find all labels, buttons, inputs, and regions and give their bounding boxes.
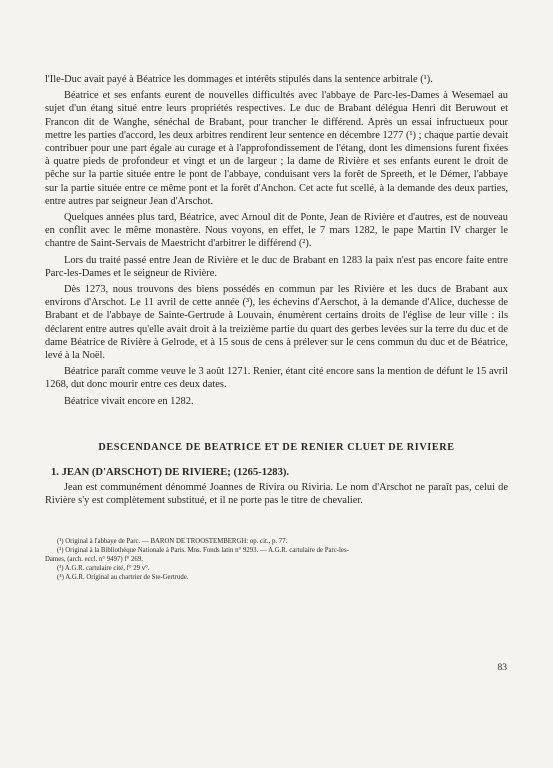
paragraph-2: Béatrice et ses enfants eurent de nouvelles difficultés avec l'abbaye de Parc-les-Dames à Wesemael au sujet d'un étang situé entre leurs propriétés respectives. Le duc de Brabant délégua Henri dit Beruwout et Francon dit de Wanghe, sénéchal de Brabant, pour trancher le différend. Après un essai infructueux pour mettre les parties d'accord, les deux arbitres rendirent leur sentence en décembre 1277 (¹) ; chaque partie devait contribuer pour une part égale au curage et à l'approfondissement de l'étang, dont les dimensions furent fixées à quatre pieds de profondeur et vingt et un de largeur ; la dame de Rivière et ses enfants eurent le droit de pêche sur la partie située entre le pont de l'abbaye, conduisant vers la forêt de Spreeth, et le Démer, l'abbaye sur la partie située entre ce même pont et la forêt d'Anchon. Cet acte fut scellé, à la demande des deux parties, entre autres par seigneur Jean d'Arschot.	[45, 90, 508, 207]
paragraph-7: Béatrice vivait encore en 1282.	[64, 395, 194, 407]
footnote: Dames, (arch. eccl. n° 9497) f° 269.	[45, 556, 143, 564]
footnote: (²) Original à la Bibliothèque Nationale à Paris. Mns. Fonds latin n° 9293. — A.G.R. cartulaire de Parc-les-	[57, 547, 349, 555]
footnotes	[45, 537, 508, 582]
page-number: 83	[497, 663, 507, 673]
footnote: (⁴) A.G.R. Original au chartrier de Ste-Gertrude.	[57, 574, 189, 582]
footnote: (³) A.G.R. cartulaire cité, f° 29 v°.	[57, 565, 150, 573]
paragraph-3: Quelques années plus tard, Béatrice, avec Arnoul dit de Ponte, Jean de Rivière et d'autres, est de nouveau en conflit avec le même monastère. Nous voyons, en effet, le 7 mars 1282, le pape Martin IV charger le chantre de Saint-Servais de Maestricht d'arbitrer le différend (²).	[45, 212, 508, 250]
subsection-paragraph: Jean est communément dénommé Joannes de Rivira ou Riviria. Le nom d'Arschot ne paraît pas, celui de Rivière s'y est complètement substitué, et il ne porte pas le titre de chevalier.	[45, 481, 508, 507]
footnote: (¹) Original à l'abbaye de Parc. — BARON DE TROOSTEMBERGH: op. cit., p. 77.	[57, 538, 288, 546]
paragraph-6: Béatrice paraît comme veuve le 3 août 1271. Renier, étant cité encore sans la mention de défunt le 15 avril 1268, dut donc mourir entre ces deux dates.	[45, 366, 508, 391]
paragraph-5: Dès 1273, nous trouvons des biens possédés en commun par les Rivière et les ducs de Brabant aux environs d'Arschot. Le 11 avril de cette année (³), les échevins d'Aerschot, à la demande d'Alice, duchesse de Brabant et de l'abbaye de Sainte-Gertrude à Louvain, énumèrent certains droits de l'église de leur ville : ils déclarent entre autres qu'elle avait droit à la treizième partie du quart des gerbes levées sur la terre du duc et de dame Béatrice de Rivière à Gelrode, et à 15 sous de cens à prélever sur le cens commun du duc et de Béatrice, levé à la Noël.	[45, 284, 508, 362]
section-title: DESCENDANCE DE BEATRICE ET DE RENIER CLUET DE RIVIERE	[98, 441, 455, 453]
paragraph-4: Lors du traité passé entre Jean de Rivière et le duc de Brabant en 1283 la paix n'est pas encore faite entre Parc-les-Dames et le seigneur de Rivière.	[45, 254, 508, 279]
subsection-title: 1. JEAN (D'ARSCHOT) DE RIVIERE; (1265-1283).	[51, 466, 290, 478]
paragraph-1: l'Ile-Duc avait payé à Béatrice les dommages et intérêts stipulés dans la sentence arbitrale (¹).	[45, 74, 433, 85]
